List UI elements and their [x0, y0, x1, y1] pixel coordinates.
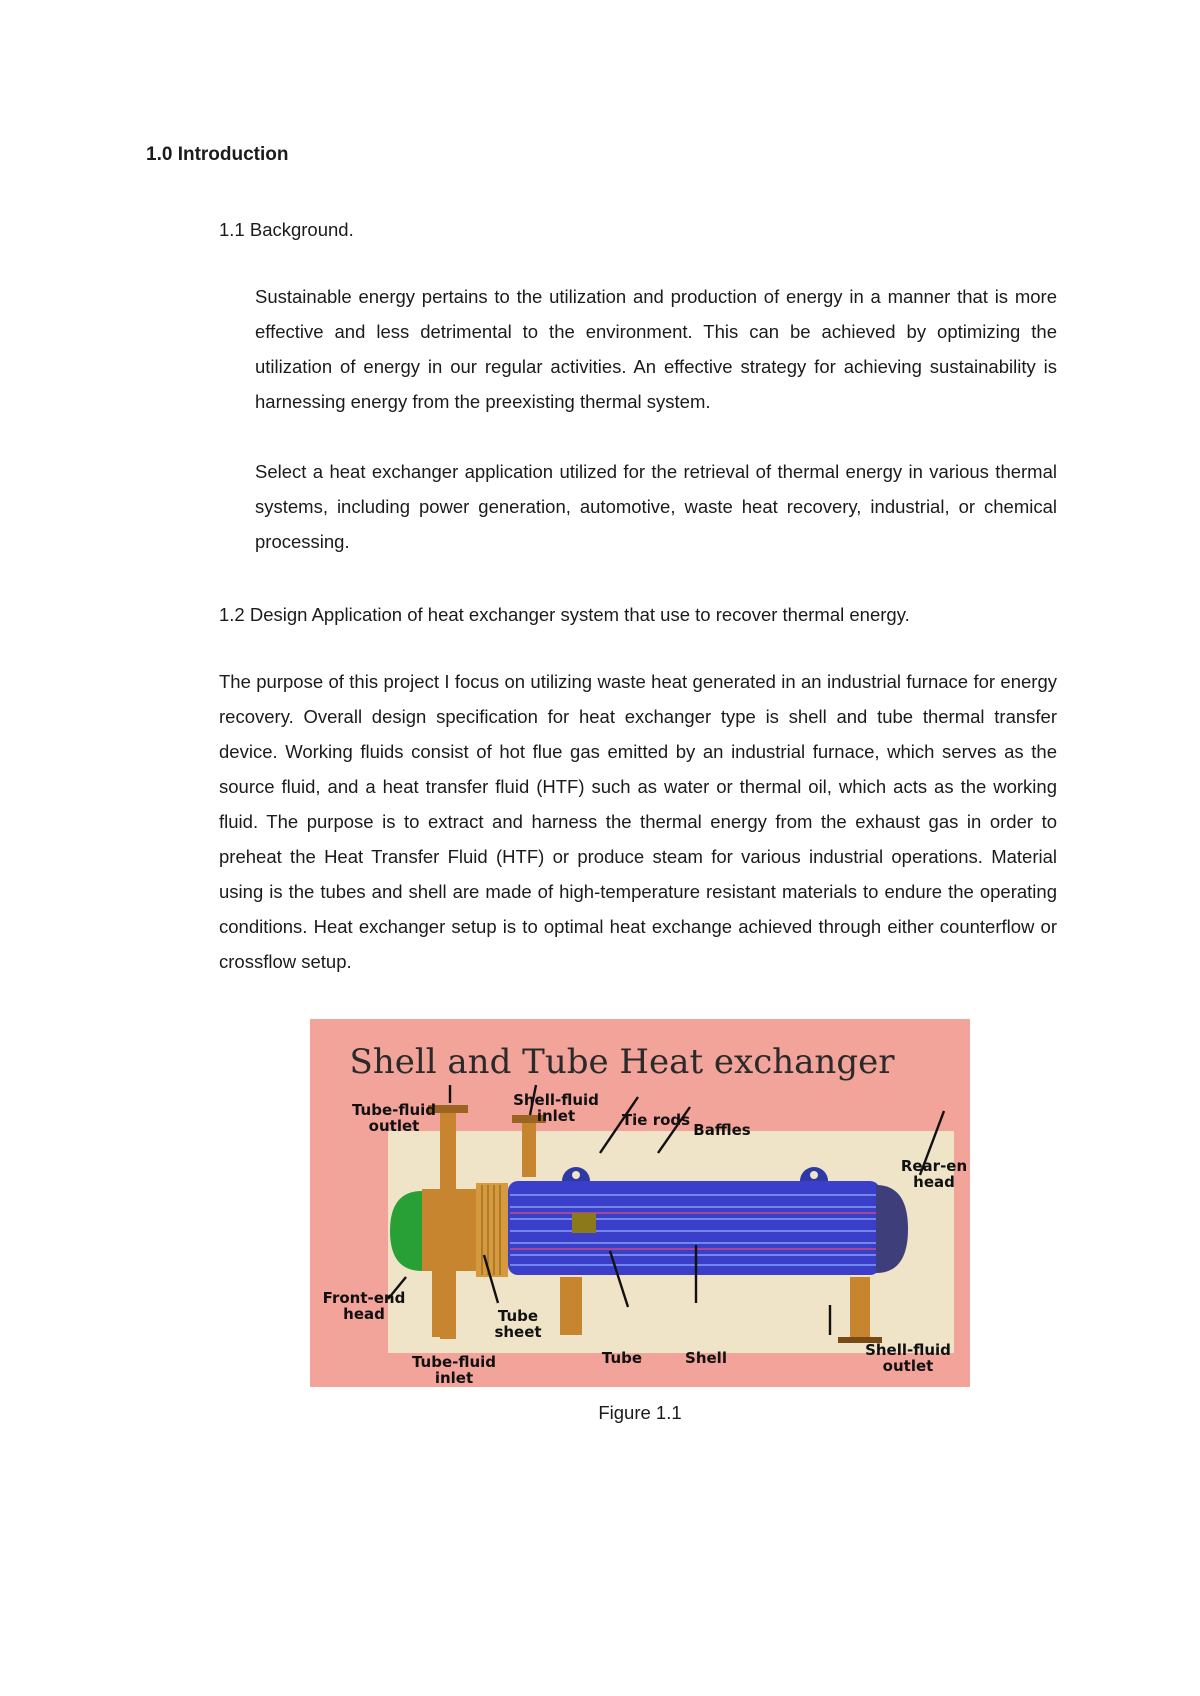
label-front-end-head-2: head — [343, 1305, 385, 1323]
label-tube-fluid-outlet-2: outlet — [368, 1117, 420, 1135]
label-tube-fluid-inlet-1: Tube-fluid — [411, 1353, 497, 1371]
label-rear-end-head-2: head — [913, 1173, 955, 1191]
tie-rod-block — [572, 1213, 596, 1233]
label-shell-fluid-inlet-1: Shell-fluid — [513, 1091, 599, 1109]
background-subheading: 1.1 Background. — [219, 219, 354, 240]
shell-fluid-inlet-nozzle — [522, 1117, 536, 1177]
tube-sheet — [476, 1183, 508, 1277]
label-shell-fluid-outlet-2: outlet — [882, 1357, 934, 1375]
mid-support-1 — [560, 1277, 582, 1335]
lug-hole-2 — [810, 1171, 818, 1179]
label-tube-sheet-1: Tube — [497, 1307, 539, 1325]
label-tube-sheet-2: sheet — [494, 1323, 542, 1341]
figure-title: Shell and Tube Heat exchanger — [349, 1042, 895, 1082]
background-paragraph-2: Select a heat exchanger application utilized for the retrieval of thermal energy in various thermal systems, including power generation, automotive, waste heat recovery, industrial, or chemical processing. — [255, 461, 1057, 552]
mid-support-2 — [850, 1277, 870, 1339]
label-rear-end-head-1: Rear-en — [900, 1157, 968, 1175]
label-shell-fluid-inlet-2: inlet — [536, 1107, 576, 1125]
heat-exchanger-diagram — [310, 1019, 970, 1387]
label-shell-fluid-outlet-1: Shell-fluid — [865, 1341, 951, 1359]
tube-fluid-outlet-nozzle — [440, 1107, 456, 1195]
label-shell: Shell — [685, 1349, 727, 1367]
label-baffles: Baffles — [693, 1121, 751, 1139]
design-paragraph: The purpose of this project I focus on utilizing waste heat generated in an industrial furnace for energy recovery. Overall design specification for heat exchanger type is shell and tube thermal transfer device. Working fluids consist of hot flue gas emitted by an industrial furnace, which serves as the source fluid, and a heat transfer fluid (HTF) such as water or thermal oil, which acts as the working fluid. The purpose is to extract and harness the thermal energy from the exhaust gas in order to preheat the Heat Transfer Fluid (HTF) or produce steam for various industrial operations. Material using is the tubes and shell are made of high-temperature resistant materials to endure the operating conditions. Heat exchanger setup is to optimal heat exchange achieved through either counterflow or crossflow setup. — [219, 671, 1057, 972]
heat-exchanger-figure — [310, 1019, 970, 1387]
figure-caption: Figure 1.1 — [598, 1402, 682, 1423]
label-front-end-head-1: Front-end — [322, 1289, 406, 1307]
label-tube-fluid-inlet-2: inlet — [434, 1369, 474, 1387]
lug-hole-1 — [572, 1171, 580, 1179]
label-tube: Tube — [601, 1349, 643, 1367]
tube-fluid-inlet-nozzle — [440, 1269, 456, 1339]
label-tube-fluid-outlet-1: Tube-fluid — [351, 1101, 437, 1119]
design-subheading: 1.2 Design Application of heat exchanger system that use to recover thermal energy. — [219, 604, 910, 625]
section-heading: 1.0 Introduction — [146, 144, 289, 165]
label-tie-rods: Tie rods — [621, 1111, 691, 1129]
background-paragraph-1: Sustainable energy pertains to the utilization and production of energy in a manner that is more effective and less detrimental to the environment. This can be achieved by optimizing the utilization of energy in our regular activities. An effective strategy for achieving sustainability is harnessing energy from the preexisting thermal system. — [255, 286, 1057, 412]
